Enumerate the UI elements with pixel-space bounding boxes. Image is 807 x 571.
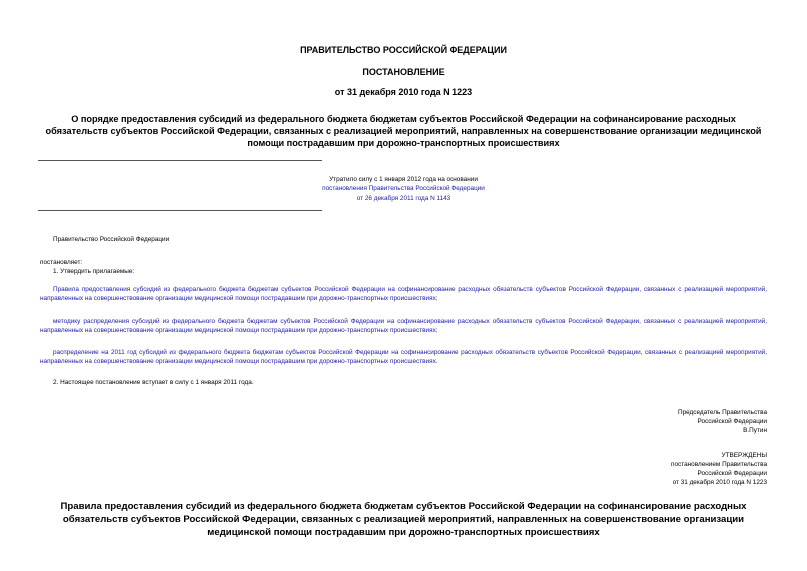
rules-link[interactable]: Правила предоставления субсидий из федерального бюджета бюджетам субъектов Российской Федерации на софинансирование расходных обязательств субъектов Российской Федерации, связанных с реализацией мероприятий, направленных на совершенствование организации медицинской помощи пострадавшим при дорожно-транспортных происшествиях; <box>40 286 767 302</box>
signature-block <box>678 408 767 435</box>
repeal-link-line2[interactable]: от 26 декабря 2011 года N 1143 <box>356 195 451 202</box>
issuer-text: Правительство Российской Федерации <box>53 236 170 243</box>
document-type: ПОСТАНОВЛЕНИЕ <box>362 67 445 77</box>
distribution-link[interactable]: распределение на 2011 год субсидий из федерального бюджета бюджетам субъектов Российской Федерации на софинансирование расходных обязательств субъектов Российской Федерации, связанных с реализацией мероприятий, направленных на совершенствование организации медицинской помощи пострадавшим при дорожно-транспортных происшествиях. <box>40 349 767 365</box>
rules-title: Правила предоставления субсидий из федерального бюджета бюджетам субъектов Российской Федерации на софинансирование расходных обязательств субъектов Российской Федерации, связанных с реализацией мероприятий, направленных на совершенствование организации медицинской помощи пострадавшим при дорожно-транспортных происшествиях <box>60 501 747 538</box>
status-note-text: Утратило силу с 1 января 2012 года на основании <box>329 176 478 183</box>
resolves-text: постановляет: <box>40 259 83 266</box>
government-heading: ПРАВИТЕЛЬСТВО РОССИЙСКОЙ ФЕДЕРАЦИИ <box>300 45 507 55</box>
divider-bottom <box>38 210 322 211</box>
methodology-link[interactable]: методику распределения субсидий из федерального бюджета бюджетам субъектов Российской Федерации на софинансирование расходных обязательств субъектов Российской Федерации, связанных с реализацией мероприятий, направленных на совершенствование организации медицинской помощи пострадавшим при дорожно-транспортных происшествиях; <box>40 318 767 334</box>
document-title: О порядке предоставления субсидий из федерального бюджета бюджетам субъектов Российской Федерации на софинансирование расходных обязательств субъектов Российской Федерации, связанных с реализацией мероприятий, направленных на совершенствование организации медицинской помощи пострадавшим при дорожно-транспортных происшествиях <box>45 114 762 148</box>
item-1-text: 1. Утвердить прилагаемые: <box>53 268 135 275</box>
signature-line-1: Председатель Правительства <box>678 409 767 416</box>
approval-line-1: УТВЕРЖДЕНЫ <box>721 452 767 459</box>
repeal-link-line1[interactable]: постановления Правительства Российской Федерации <box>322 185 485 192</box>
approval-line-4: от 31 декабря 2010 года N 1223 <box>672 479 767 486</box>
approval-block <box>671 451 767 487</box>
divider-top <box>38 160 322 161</box>
approval-line-3: Российской Федерации <box>697 470 767 477</box>
signature-line-2: Российской Федерации <box>697 418 767 425</box>
document-date-number: от 31 декабря 2010 года N 1223 <box>334 87 473 97</box>
signature-name: В.Путин <box>743 427 767 434</box>
item-2-text: 2. Настоящее постановление вступает в силу с 1 января 2011 года. <box>53 379 254 386</box>
approval-line-2: постановлением Правительства <box>671 461 767 468</box>
